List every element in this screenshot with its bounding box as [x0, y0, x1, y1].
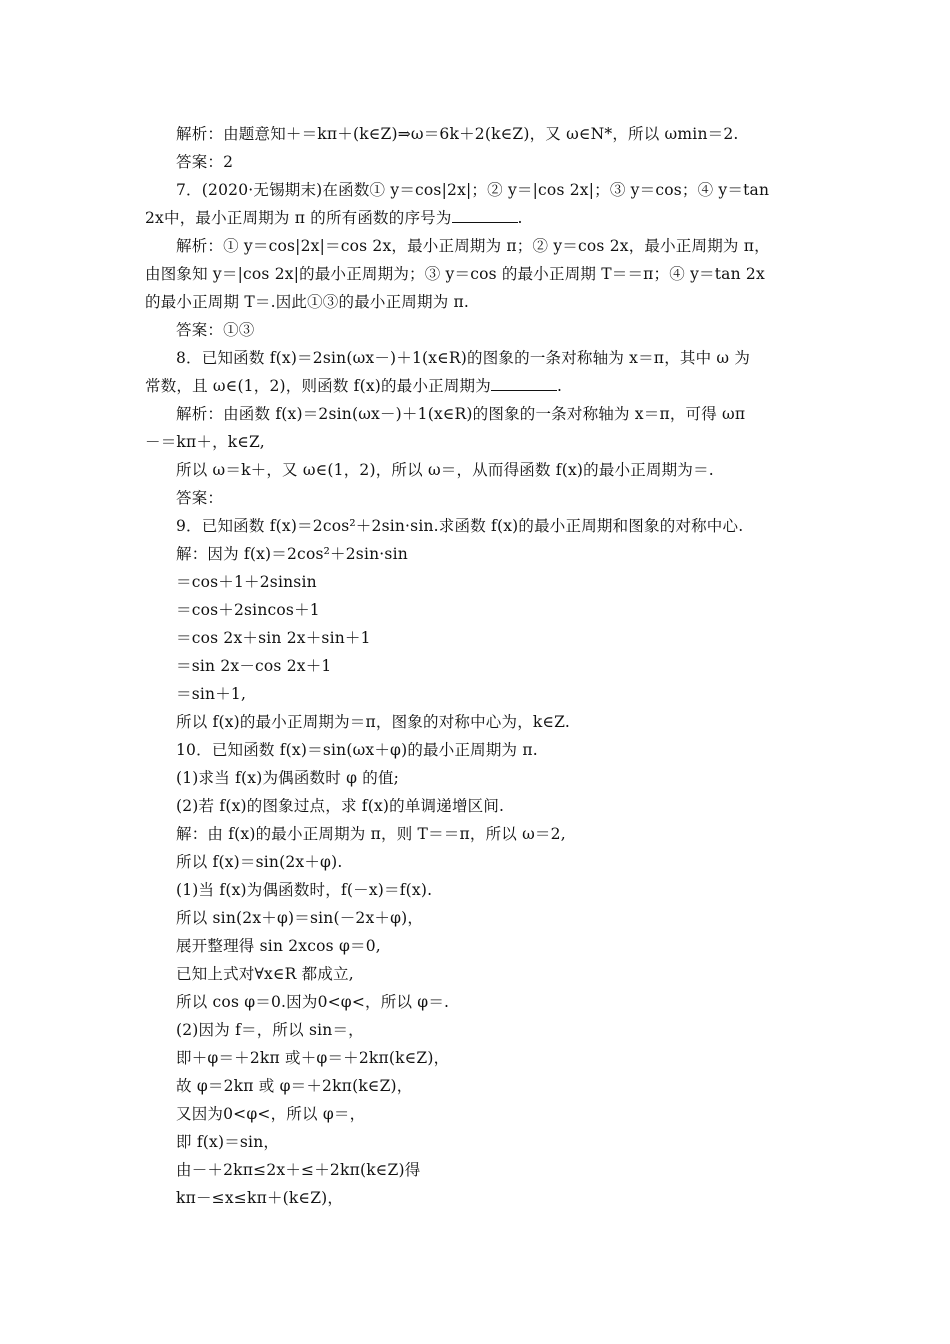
answer-blank	[491, 376, 557, 391]
problem-7-line-2: 2x中，最小正周期为 π 的所有函数的序号为 .	[145, 209, 523, 227]
solution-8-line-2: －＝kπ＋，k∈Z,	[145, 433, 265, 451]
answer-6: 答案：2	[176, 153, 234, 171]
solution-10-line-4: 所以 sin(2x＋φ)＝sin(－2x＋φ)，	[176, 909, 424, 927]
solution-10-line-10: 故 φ＝2kπ 或 φ＝＋2kπ(k∈Z)，	[176, 1077, 413, 1095]
solution-8-line-1: 解析：由函数 f(x)＝2sin(ωx－)＋1(x∈R)的图象的一条对称轴为 x＝π，可得 ωπ	[176, 405, 746, 423]
solution-6: 解析：由题意知＋＝kπ＋(k∈Z)⇒ω＝6k＋2(k∈Z)，又 ω∈N*，所以 ωmin＝2.	[176, 125, 739, 143]
problem-9: 9．已知函数 f(x)＝2cos²＋2sin·sin.求函数 f(x)的最小正周期和图象的对称中心.	[176, 517, 744, 535]
problem-10-part-1: (1)求当 f(x)为偶函数时 φ 的值;	[176, 769, 400, 787]
answer-blank	[452, 208, 518, 223]
problem-10-part-2: (2)若 f(x)的图象过点，求 f(x)的单调递增区间.	[176, 797, 505, 815]
solution-9-line-7: 所以 f(x)的最小正周期为＝π，图象的对称中心为，k∈Z.	[176, 713, 570, 731]
answer-7: 答案：①③	[176, 321, 255, 339]
solution-10-line-11: 又因为0<φ<，所以 φ＝，	[176, 1105, 366, 1123]
solution-9-line-3: ＝cos＋2sincos＋1	[176, 601, 320, 619]
solution-10-line-3: (1)当 f(x)为偶函数时，f(－x)＝f(x).	[176, 881, 433, 899]
solution-10-line-9: 即＋φ＝＋2kπ 或＋φ＝＋2kπ(k∈Z)，	[176, 1049, 450, 1067]
problem-7-line-1: 7．(2020·无锡期末)在函数① y＝cos|2x|；② y＝|cos 2x|；③ y＝cos；④ y＝tan	[176, 181, 770, 199]
solution-7-line-2: 由图象知 y＝|cos 2x|的最小正周期为；③ y＝cos 的最小正周期 T＝＝π；④ y＝tan 2x	[145, 265, 765, 283]
solution-10-line-6: 已知上式对∀x∈R 都成立,	[176, 965, 354, 983]
solution-10-line-1: 解：由 f(x)的最小正周期为 π，则 T＝＝π，所以 ω＝2,	[176, 825, 566, 843]
answer-8: 答案：	[176, 489, 224, 507]
solution-9-line-1: 解：因为 f(x)＝2cos²＋2sin·sin	[176, 545, 408, 563]
solution-9-line-5: ＝sin 2x－cos 2x＋1	[176, 657, 332, 675]
solution-9-line-2: ＝cos＋1＋2sinsin	[176, 573, 317, 591]
solution-7-line-1: 解析：① y＝cos|2x|＝cos 2x，最小正周期为 π；② y＝cos 2x，最小正周期为 π，	[176, 237, 770, 255]
solution-10-line-13: 由－＋2kπ≤2x＋≤＋2kπ(k∈Z)得	[176, 1161, 421, 1179]
solution-7-line-3: 的最小正周期 T＝.因此①③的最小正周期为 π.	[145, 293, 470, 311]
solution-9-line-6: ＝sin＋1,	[176, 685, 247, 703]
problem-8-line-2: 常数，且 ω∈(1，2)，则函数 f(x)的最小正周期为 .	[145, 377, 563, 395]
problem-10: 10．已知函数 f(x)＝sin(ωx＋φ)的最小正周期为 π.	[176, 741, 538, 759]
problem-8-line-1: 8．已知函数 f(x)＝2sin(ωx－)＋1(x∈R)的图象的一条对称轴为 x＝π，其中 ω 为	[176, 349, 751, 367]
solution-10-line-2: 所以 f(x)＝sin(2x＋φ).	[176, 853, 343, 871]
solution-10-line-12: 即 f(x)＝sin，	[176, 1133, 280, 1151]
solution-9-line-4: ＝cos 2x＋sin 2x＋sin＋1	[176, 629, 371, 647]
solution-10-line-8: (2)因为 f＝，所以 sin＝，	[176, 1021, 364, 1039]
solution-10-line-14: kπ－≤x≤kπ＋(k∈Z)，	[176, 1189, 344, 1207]
solution-10-line-5: 展开整理得 sin 2xcos φ＝0,	[176, 937, 381, 955]
solution-10-line-7: 所以 cos φ＝0.因为0<φ<，所以 φ＝.	[176, 993, 450, 1011]
solution-8-line-3: 所以 ω＝k＋，又 ω∈(1，2)，所以 ω＝，从而得函数 f(x)的最小正周期为＝.	[176, 461, 714, 479]
